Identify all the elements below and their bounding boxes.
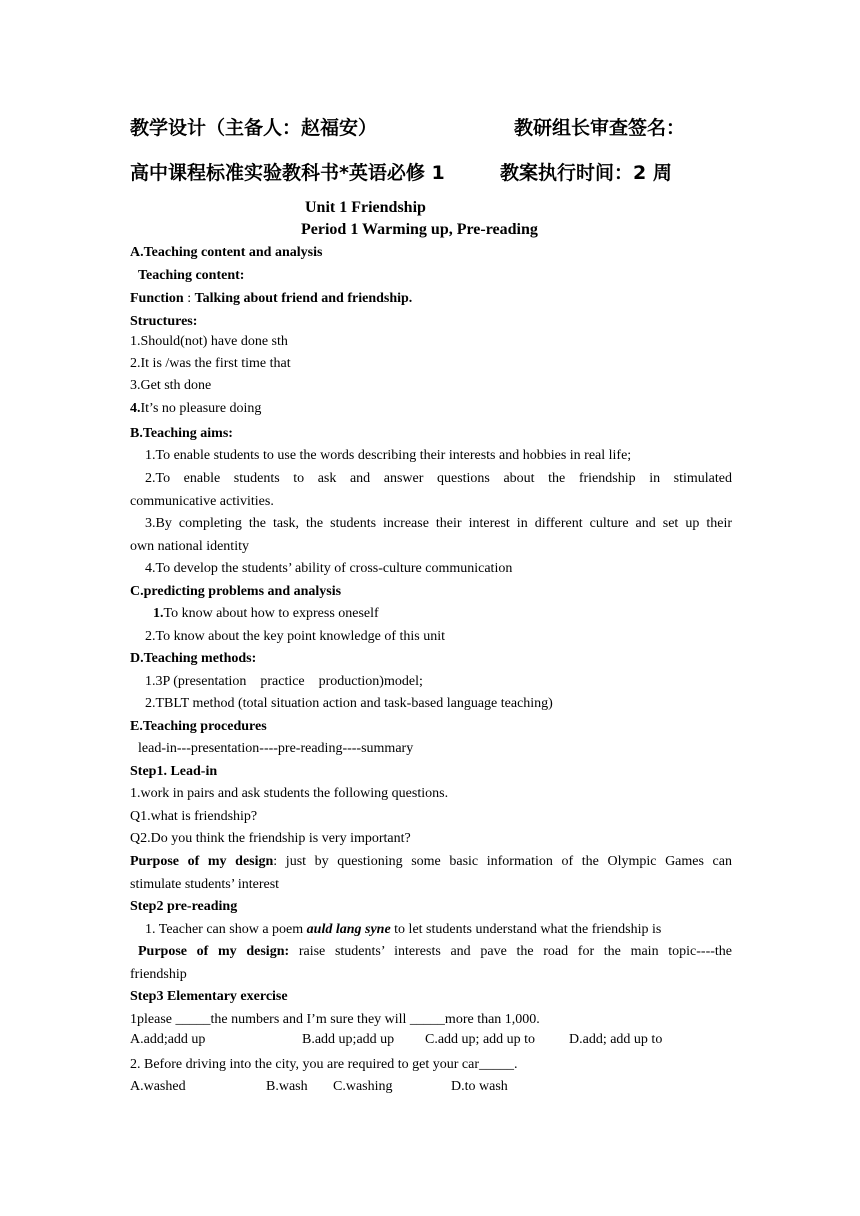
lesson-design-label: 教学设计（主备人：赵福安） <box>130 117 378 139</box>
structure-item: 3.Get sth done <box>130 378 212 393</box>
exercise-question-2: 2. Before driving into the city, you are required to get your car_____. <box>130 1057 518 1072</box>
step1-heading: Step1. Lead-in <box>130 764 218 779</box>
purpose-text: raise students’ interests and pave the road for the main topic----the <box>289 944 732 959</box>
question-2: Q2.Do you think the friendship is very important? <box>130 831 411 846</box>
section-b-heading: B.Teaching aims: <box>130 426 233 441</box>
structure-item: 1.Should(not) have done sth <box>130 334 288 349</box>
step2-line-1 <box>145 921 661 939</box>
aim-3-line-2: own national identity <box>130 539 249 554</box>
step2-text-a: 1. Teacher can show a poem <box>145 922 307 937</box>
poem-title: auld lang syne <box>306 922 391 937</box>
aim-4: 4.To develop the students’ ability of cross-culture communication <box>145 561 513 576</box>
exercise-option: B.wash <box>266 1079 308 1094</box>
exercise-option: B.add up;add up <box>302 1032 395 1047</box>
function-separator: : <box>183 291 195 306</box>
teaching-content-label: Teaching content: <box>138 268 245 283</box>
section-c-heading: C.predicting problems and analysis <box>130 584 342 599</box>
question-1: Q1.what is friendship? <box>130 809 258 824</box>
unit-title: Unit 1 Friendship <box>305 199 426 216</box>
problem-1-number: 1. <box>153 606 164 621</box>
step2-heading: Step2 pre-reading <box>130 899 238 914</box>
structure-4-number: 4. <box>130 401 141 416</box>
step3-heading: Step3 Elementary exercise <box>130 989 288 1004</box>
function-text: Talking about friend and friendship. <box>194 291 413 306</box>
aim-3-line-1: 3.By completing the task, the students increase their interest in different culture and set up their <box>145 516 732 531</box>
step1-purpose-line-1 <box>130 853 732 871</box>
aim-1: 1.To enable students to use the words describing their interests and hobbies in real life; <box>145 448 632 463</box>
structure-item <box>130 400 261 418</box>
step2-text-b: to let students understand what the friendship is <box>390 922 662 937</box>
exercise-option: C.washing <box>333 1079 393 1094</box>
structure-item: 2.It is /was the first time that <box>130 356 291 371</box>
execution-time-label: 教案执行时间：2 周 <box>500 162 672 184</box>
purpose-label: Purpose of my design: <box>138 944 290 959</box>
aim-2-line-2: communicative activities. <box>130 494 274 509</box>
exercise-option: A.add;add up <box>130 1032 206 1047</box>
function-label: Function <box>130 291 184 306</box>
exercise-option: D.to wash <box>451 1079 508 1094</box>
structures-label: Structures: <box>130 314 198 329</box>
exercise-option: C.add up; add up to <box>425 1032 536 1047</box>
exercise-question-1: 1please _____the numbers and I’m sure they will _____more than 1,000. <box>130 1012 540 1027</box>
aim-2-line-1: 2.To enable students to ask and answer questions about the friendship in stimulated <box>145 471 732 486</box>
method-1: 1.3P (presentation practice production)model; <box>145 674 423 689</box>
step2-purpose-line-2: friendship <box>130 967 187 982</box>
section-d-heading: D.Teaching methods: <box>130 651 257 666</box>
purpose-label: Purpose of my design <box>130 854 274 869</box>
section-e-heading: E.Teaching procedures <box>130 719 267 734</box>
period-title: Period 1 Warming up, Pre-reading <box>301 221 538 238</box>
problem-1 <box>153 605 379 623</box>
structure-4-text: It’s no pleasure doing <box>140 401 262 416</box>
problem-2: 2.To know about the key point knowledge of this unit <box>145 629 445 644</box>
exercise-option: D.add; add up to <box>569 1032 663 1047</box>
problem-1-text: To know about how to express oneself <box>163 606 379 621</box>
review-signature-label: 教研组长审查签名： <box>514 117 686 139</box>
method-2: 2.TBLT method (total situation action and task-based language teaching) <box>145 696 553 711</box>
step1-instruction: 1.work in pairs and ask students the following questions. <box>130 786 449 801</box>
procedure-flow: lead-in---presentation----pre-reading----summary <box>138 741 414 756</box>
section-a-heading: A.Teaching content and analysis <box>130 245 323 260</box>
step2-purpose-line-1 <box>138 943 732 961</box>
step1-purpose-line-2: stimulate students’ interest <box>130 877 280 892</box>
function-line <box>130 290 412 308</box>
exercise-option: A.washed <box>130 1079 186 1094</box>
purpose-text: : just by questioning some basic information of the Olympic Games can <box>273 854 732 869</box>
textbook-label: 高中课程标准实验教科书*英语必修 1 <box>130 162 445 184</box>
